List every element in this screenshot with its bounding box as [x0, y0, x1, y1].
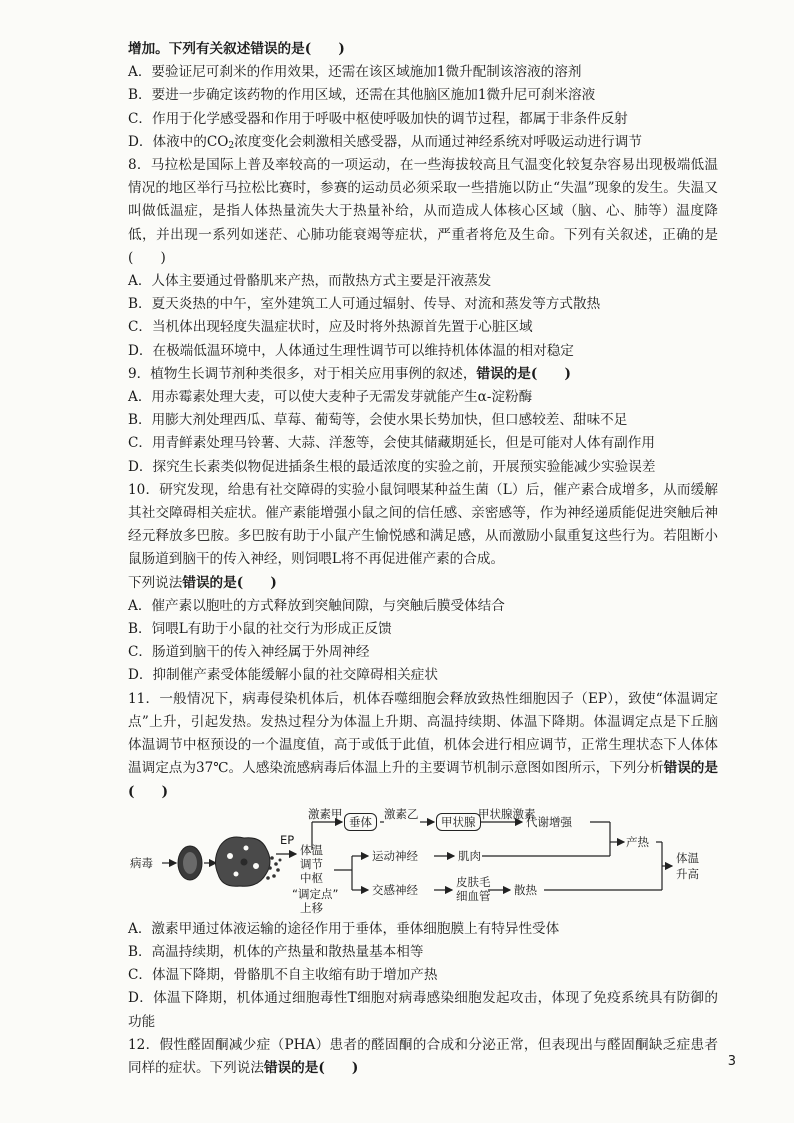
temp-label-2: 升高 — [676, 866, 699, 881]
pituitary-box: 垂体 — [344, 813, 377, 831]
page-number: 3 — [727, 1054, 736, 1069]
q12-answer-paren: ( ) — [318, 1059, 359, 1076]
q10-stem: 10．研究发现，给患有社交障碍的实验小鼠饲喂某种益生菌（L）后，催产素合成增多，从而缓解其社交障碍相关症状。催产素能增强小鼠之间的信任感、亲密感等，作为神经递质能促进突触后神经元释放多巴胺。多巴胺有助于小鼠产生愉悦感和满足感，从而激励小鼠重复这些行为。若阻断小鼠肠道到脑干的传入神经，则饲喂L将不再促进催产素的合成。 — [128, 481, 718, 568]
q11-option-a: A．激素甲通过体液运输的途径作用于垂体，垂体细胞膜上有特异性受体 — [128, 920, 560, 937]
q11-answer-paren: ( ) — [128, 783, 169, 800]
ep-label: EP — [280, 832, 295, 847]
q7-option-c: C．作用于化学感受器和作用于呼吸中枢使呼吸加快的调节过程，都属于非条件反射 — [128, 110, 628, 127]
q9-option-b: B．用膨大剂处理西瓜、草莓、葡萄等，会使水果长势加快，但口感较差、甜味不足 — [128, 412, 628, 429]
q10-option-d: D．抑制催产素受体能缓解小鼠的社交障碍相关症状 — [128, 667, 438, 684]
q8-option-c: C．当机体出现轻度失温症状时，应及时将外热源首先置于心脏区域 — [128, 319, 533, 336]
heat-loss-label: 散热 — [514, 882, 537, 897]
q11-option-b: B．高温持续期，机体的产热量和散热量基本相等 — [128, 943, 424, 960]
hormone-a-label: 激素甲 — [308, 806, 343, 821]
q7-option-d-sub: 2 — [228, 140, 235, 151]
motor-nerve-label: 运动神经 — [372, 848, 418, 863]
q11-stem-text: 11．一般情况下，病毒侵染机体后，机体吞噬细胞会释放致热性细胞因子（EP），致使“体温调定点”上升，引起发热。发热过程分为体温上升期、高温持续期、体温下降期。体温调定点是下丘脑体温调节中枢预设的一个温度值，高于或低于此值，机体会进行相应调节，正常生理状态下人体体温调定点为37℃。人感染流感病毒后体温上升的主要调节机制示意图如图所示，下列分析 — [128, 690, 718, 777]
skin-label-1: 皮肤毛 — [456, 874, 491, 889]
q9-stem-bold: 错误的是 — [476, 365, 531, 382]
q9-stem-text: 9．植物生长调节剂种类很多，对于相关应用事例的叙述， — [128, 365, 477, 382]
virus-label: 病毒 — [130, 855, 153, 870]
skin-label-2: 细血管 — [456, 888, 491, 903]
fever-mechanism-diagram — [116, 808, 706, 916]
q12-stem-text: 12．假性醛固酮减少症（PHA）患者的醛固酮的合成和分泌正常，但表现出与醛固酮缺乏症患者同样的症状。下列说法 — [128, 1036, 718, 1076]
q10-answer-paren: ( ) — [236, 574, 277, 591]
hormone-b-label: 激素乙 — [384, 806, 419, 821]
q7-stem — [128, 38, 718, 61]
center-label-3: 中枢 — [300, 870, 323, 885]
thyroid-box: 甲状腺 — [436, 813, 481, 831]
thyroid-hormone-label: 甲状腺激素 — [478, 806, 536, 821]
q8-option-a: A．人体主要通过骨骼肌来产热，而散热方式主要是汗液蒸发 — [128, 273, 492, 290]
setpoint-label-2: 上移 — [300, 900, 323, 915]
q7-answer-paren: ( ) — [304, 41, 345, 57]
center-label-1: 体温 — [300, 842, 323, 857]
q10-option-b: B．饲喂L有助于小鼠的社交行为形成正反馈 — [128, 621, 392, 638]
q9-answer-paren: ( ) — [530, 365, 571, 382]
q11-stem — [128, 688, 718, 804]
q11-option-d: D．体温下降期，机体通过细胞毒性T细胞对病毒感染细胞发起攻击，体现了免疫系统具有防御的功能 — [128, 990, 718, 1030]
q8-stem: 8．马拉松是国际上普及率较高的一项运动，在一些海拔较高且气温变化较复杂容易出现极端低温情况的地区举行马拉松比赛时，参赛的运动员必须采取一些措施以防止“失温”现象的发生。失温又叫做低温症，是指人体热量流失大于热量补给，从而造成人体核心区域（脑、心、肺等）温度降低，并出现一系列如迷茫、心肺功能衰竭等症状，严重者将危及生命。下列有关叙述，正确的是( ) — [128, 157, 718, 266]
q8-option-d: D．在极端低温环境中，人体通过生理性调节可以维持机体体温的相对稳定 — [128, 342, 574, 359]
q9-option-d: D．探究生长素类似物促进插条生根的最适浓度的实验之前，开展预实验能减少实验误差 — [128, 458, 656, 475]
q7-option-d — [128, 131, 718, 154]
muscle-label: 肌肉 — [458, 848, 481, 863]
q11-option-c: C．体温下降期，骨骼肌不自主收缩有助于增加产热 — [128, 967, 438, 984]
q7-option-a: A．要验证尼可刹米的作用效果，还需在该区域施加1微升配制该溶液的溶剂 — [128, 64, 582, 81]
q12-stem — [128, 1034, 718, 1080]
q7-stem-text: 增加。下列有关叙述 — [128, 41, 251, 57]
q10-stem-line2-text: 下列说法 — [128, 574, 183, 591]
q9-option-a: A．用赤霉素处理大麦，可以使大麦种子无需发芽就能产生α-淀粉酶 — [128, 389, 533, 406]
q9-option-c: C．用青鲜素处理马铃薯、大蒜、洋葱等，会使其储藏期延长，但是可能对人体有副作用 — [128, 435, 655, 452]
q8-option-b: B．夏天炎热的中午，室外建筑工人可通过辐射、传导、对流和蒸发等方式散热 — [128, 296, 601, 313]
setpoint-label-1: “调定点” — [292, 886, 339, 901]
q7-option-b: B．要进一步确定该药物的作用区域，还需在其他脑区施加1微升尼可刹米溶液 — [128, 87, 596, 104]
metabolism-label: 代谢增强 — [526, 814, 572, 829]
q10-option-c: C．肠道到脑干的传入神经属于外周神经 — [128, 644, 370, 661]
q10-stem-bold: 错误的是 — [182, 574, 237, 591]
q10-option-a: A．催产素以胞吐的方式释放到突触间隙，与突触后膜受体结合 — [128, 597, 505, 614]
q12-stem-bold: 错误的是 — [263, 1059, 319, 1076]
heat-gen-label: 产热 — [626, 834, 649, 849]
sympathetic-label: 交感神经 — [372, 882, 418, 897]
q9-stem — [128, 363, 718, 386]
temp-label-1: 体温 — [676, 850, 699, 865]
center-label-2: 调节 — [300, 856, 323, 871]
page-content — [128, 38, 718, 1080]
q7-stem-bold: 错误的是 — [250, 41, 305, 57]
q7-option-d-pre: D．体液中的CO — [128, 133, 229, 150]
q11-stem-bold: 错误的是 — [663, 760, 718, 777]
q7-option-d-post: 浓度变化会刺激相关感受器，从而通过神经系统对呼吸运动进行调节 — [234, 133, 642, 150]
q10-stem-line2 — [128, 572, 718, 595]
